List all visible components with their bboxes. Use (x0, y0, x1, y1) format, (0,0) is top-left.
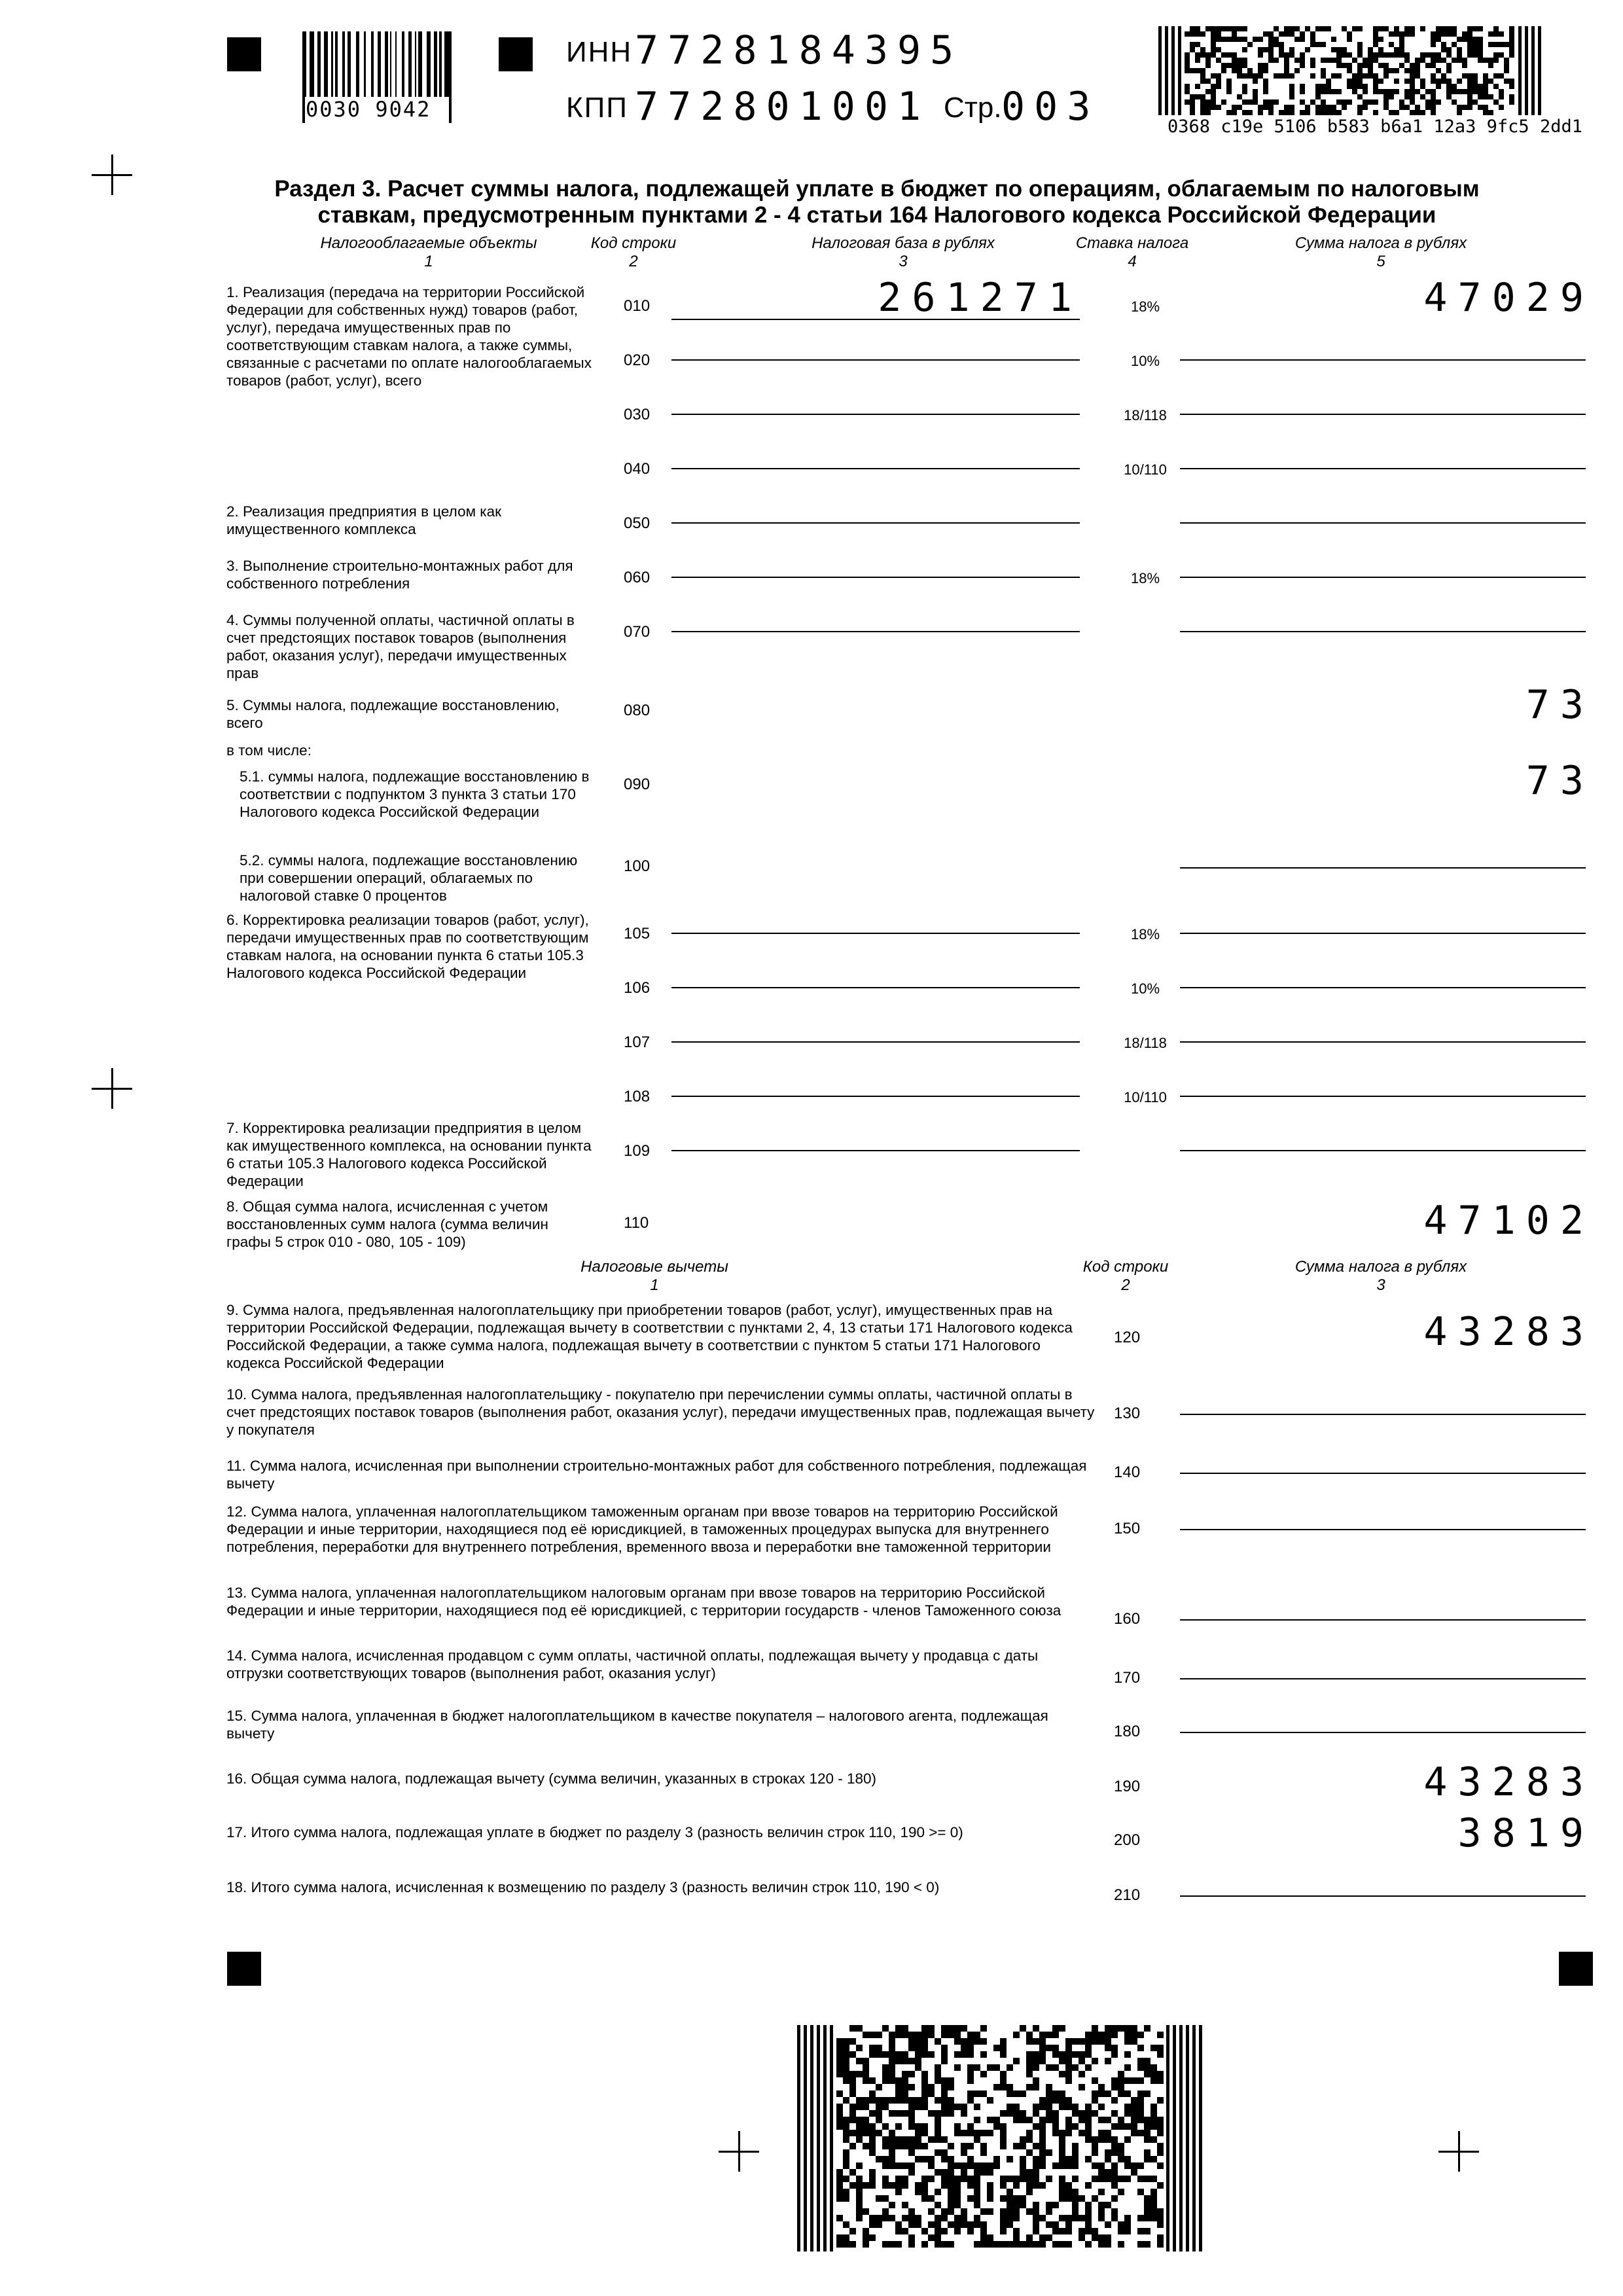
crosshair-mark (92, 154, 132, 195)
col-header-code: Код строки (590, 234, 677, 252)
base-field-060[interactable] (671, 577, 1080, 578)
registration-mark-bottom-left (227, 1952, 261, 1986)
tax-value-120[interactable]: 43283 (1423, 1309, 1594, 1355)
col-header-rate: Ставка налога (1075, 234, 1189, 252)
col-header-base-num: 3 (899, 253, 908, 270)
tax-field-040[interactable] (1180, 468, 1586, 469)
tax-value-080[interactable]: 73 (1525, 682, 1594, 728)
page-label: Стр. (944, 92, 1002, 124)
tax-field-106[interactable] (1180, 987, 1586, 988)
row-code-080: 080 (624, 702, 651, 719)
base-field-050[interactable] (671, 522, 1080, 524)
col-header-code-num: 2 (629, 253, 638, 270)
2d-barcode-top-modules (1158, 26, 1544, 115)
tax-field-108[interactable] (1180, 1096, 1586, 1097)
col-header-rate-num: 4 (1128, 253, 1137, 270)
hash-code: 0368 c19e 5106 b583 b6a1 12a3 9fc5 2dd1 (1168, 117, 1582, 137)
col2-header-code: Код строки (1082, 1258, 1169, 1276)
col2-header-code-num: 2 (1121, 1276, 1130, 1294)
row-code-090: 090 (624, 776, 651, 793)
base-field-105[interactable] (671, 933, 1080, 934)
row-desc-12: 12. Сумма налога, уплаченная налогоплательщиком таможенным органам при ввозе товаров на территорию Российской Федерации и иные территории, находящиеся под её юрисдикцией, в таможенных процедурах выпуска для внутреннего потребления, переработки для внутреннего потребления, временного ввоза и переработки вне таможенной территории (226, 1503, 1058, 1555)
rate-106: 10% (1130, 980, 1160, 997)
inn-label: ИНН (566, 36, 633, 68)
kpp-label: КПП (566, 92, 628, 124)
rate-040: 10/110 (1124, 461, 1167, 478)
row-code-210: 210 (1114, 1886, 1141, 1904)
row-code-040: 040 (624, 460, 651, 478)
col2-header-deductions: Налоговые вычеты (580, 1258, 728, 1276)
base-field-020[interactable] (671, 359, 1080, 361)
rate-107: 18/118 (1124, 1035, 1167, 1051)
row-desc-14: 14. Сумма налога, исчисленная продавцом с сумм оплаты, частичной оплаты, подлежащая вычету у продавца с даты отгрузки соответствующих товаров (выполнения работ, оказания услуг) (226, 1647, 1039, 1681)
row-code-130: 130 (1114, 1405, 1141, 1422)
row-code-200: 200 (1114, 1831, 1141, 1849)
row-code-060: 060 (624, 569, 651, 586)
inn-value: 7728184395 (635, 27, 963, 73)
tax-field-020[interactable] (1180, 359, 1586, 361)
tax-value-110[interactable]: 47102 (1423, 1198, 1594, 1244)
section-title-line-2: ставкам, предусмотренным пунктами 2 - 4 статьи 164 Налогового кодекса Российской Федерации (317, 202, 1436, 228)
rate-108: 10/110 (1124, 1089, 1167, 1105)
tax-field-170[interactable] (1180, 1678, 1586, 1679)
base-field-107[interactable] (671, 1041, 1080, 1043)
page-value: 003 (1001, 84, 1100, 130)
row-desc-4: 4. Суммы полученной оплаты, частичной оплаты в счет предстоящих поставок товаров (выполнения работ, оказания услуг), передачи имущественных прав (226, 612, 575, 681)
row-code-110: 110 (624, 1214, 649, 1232)
row-desc-16: 16. Общая сумма налога, подлежащая вычету (сумма величин, указанных в строках 120 - 180) (226, 1770, 877, 1787)
col-header-objects: Налогооблагаемые объекты (320, 234, 537, 252)
row-code-150: 150 (1114, 1520, 1141, 1537)
registration-mark-top-left (227, 37, 261, 71)
row-desc-8: 8. Общая сумма налога, исчисленная с учетом восстановленных сумм налога (сумма величин графы 5 строк 010 - 080, 105 - 109) (226, 1198, 548, 1250)
2d-barcode-bottom (797, 2025, 1205, 2251)
rate-010: 18% (1130, 298, 1160, 315)
col2-header-tax-num: 3 (1376, 1276, 1385, 1294)
row-desc-6: 6. Корректировка реализации товаров (работ, услуг), передачи имущественных прав по соответствующим ставкам налога, на основании пункта 6 статьи 105.3 Налогового кодекса Российской Федерации (226, 912, 589, 981)
row-code-107: 107 (624, 1033, 651, 1051)
tax-field-210[interactable] (1180, 1895, 1586, 1897)
row-code-108: 108 (624, 1088, 651, 1105)
row-desc-5-sub: в том числе: (226, 742, 312, 759)
row-desc-15: 15. Сумма налога, уплаченная в бюджет налогоплательщиком в качестве покупателя – налогового агента, подлежащая вычету (226, 1708, 1048, 1742)
row-desc-9: 9. Сумма налога, предъявленная налогоплательщику при приобретении товаров (работ, услуг), имущественных прав на территории Российской Федерации, подлежащая вычету в соответствии с пунктами 2, 4, 13 статьи 171 Налогового кодекса Российской Федерации, а также сумма налога, подлежащая вычету в соответствии с пунктом 5 статьи 171 Налогового кодекса Российской Федерации (226, 1302, 1073, 1371)
row-code-120: 120 (1114, 1329, 1141, 1346)
crosshair-mark (92, 1068, 132, 1109)
row-code-160: 160 (1114, 1610, 1141, 1628)
rate-020: 10% (1130, 353, 1160, 369)
tax-value-010[interactable]: 47029 (1423, 275, 1594, 321)
col-header-tax-num: 5 (1376, 253, 1385, 270)
row-code-050: 050 (624, 514, 651, 532)
row-desc-13: 13. Сумма налога, уплаченная налогоплательщиком налоговым органам при ввозе товаров на территорию Российской Федерации и иные территории, находящиеся под её юрисдикцией, с территории государств - членов Таможенного союза (226, 1585, 1061, 1619)
crosshair-mark (1438, 2131, 1479, 2172)
tax-field-060[interactable] (1180, 577, 1586, 578)
crosshair-mark (719, 2131, 759, 2172)
rate-060: 18% (1130, 570, 1160, 586)
rate-030: 18/118 (1124, 407, 1167, 423)
base-field-109[interactable] (671, 1150, 1080, 1151)
col2-header-deductions-num: 1 (650, 1276, 659, 1294)
rate-105: 18% (1130, 926, 1160, 942)
row-code-100: 100 (624, 857, 651, 875)
tax-field-160[interactable] (1180, 1619, 1586, 1621)
registration-mark-bottom-right (1559, 1952, 1593, 1986)
2d-barcode-bottom-modules (797, 2025, 1205, 2251)
row-desc-5: 5. Суммы налога, подлежащие восстановлению, всего (226, 697, 560, 731)
col-header-objects-num: 1 (424, 253, 433, 270)
row-desc-5-2: 5.2. суммы налога, подлежащие восстановлению при совершении операций, облагаемых по налоговой ставке 0 процентов (240, 852, 578, 904)
tax-field-130[interactable] (1180, 1414, 1586, 1415)
registration-mark-top-middle (499, 37, 533, 71)
barcode-number: 0030 9042 (306, 97, 431, 122)
col-header-tax: Сумма налога в рублях (1294, 234, 1467, 252)
row-desc-3: 3. Выполнение строительно-монтажных работ для собственного потребления (226, 558, 573, 592)
row-desc-17: 17. Итого сумма налога, подлежащая уплате в бюджет по разделу 3 (разность величин строк 110, 190 >= 0) (226, 1824, 963, 1840)
row-desc-18: 18. Итого сумма налога, исчисленная к возмещению по разделу 3 (разность величин строк 110, 190 < 0) (226, 1879, 940, 1895)
row-code-105: 105 (624, 925, 651, 942)
tax-field-109[interactable] (1180, 1150, 1586, 1151)
tax-field-030[interactable] (1180, 414, 1586, 415)
section-title-line-1: Раздел 3. Расчет суммы налога, подлежащей уплате в бюджет по операциям, облагаемым по налоговым (274, 176, 1480, 202)
col-header-base: Налоговая база в рублях (812, 234, 995, 252)
row-desc-1: 1. Реализация (передача на территории Российской Федерации для собственных нужд) товаров (работ, услуг), передача имущественных прав по соответствующим ставкам налога, а также суммы, связанные с расчетами по оплате налогооблагаемых товаров (работ, услуг), всего (226, 284, 592, 389)
row-code-170: 170 (1114, 1669, 1141, 1687)
col2-header-tax: Сумма налога в рублях (1294, 1258, 1467, 1276)
row-code-010: 010 (624, 297, 651, 315)
row-desc-5-1: 5.1. суммы налога, подлежащие восстановлению в соответствии с подпунктом 3 пункта 3 статьи 170 Налогового кодекса Российской Федерации (240, 768, 590, 820)
row-code-030: 030 (624, 406, 651, 423)
base-field-108[interactable] (671, 1096, 1080, 1097)
base-field-070[interactable] (671, 631, 1080, 632)
row-code-109: 109 (624, 1142, 651, 1160)
row-code-106: 106 (624, 979, 651, 997)
row-code-070: 070 (624, 623, 651, 641)
tax-value-190[interactable]: 43283 (1423, 1759, 1594, 1805)
tax-field-105[interactable] (1180, 933, 1586, 934)
row-code-140: 140 (1114, 1463, 1141, 1481)
tax-field-070[interactable] (1180, 631, 1586, 632)
base-field-106[interactable] (671, 987, 1080, 988)
tax-field-107[interactable] (1180, 1041, 1586, 1043)
row-code-020: 020 (624, 351, 651, 369)
2d-barcode-top (1158, 26, 1544, 115)
tax-value-090[interactable]: 73 (1525, 758, 1594, 804)
row-desc-11: 11. Сумма налога, исчисленная при выполнении строительно-монтажных работ для собственного потребления, подлежащая вычету (226, 1458, 1087, 1492)
base-field-030[interactable] (671, 414, 1080, 415)
tax-field-150[interactable] (1180, 1529, 1586, 1530)
kpp-value: 772801001 (635, 84, 931, 130)
tax-value-200[interactable]: 3819 (1457, 1810, 1594, 1856)
tax-field-140[interactable] (1180, 1473, 1586, 1474)
row-code-190: 190 (1114, 1778, 1141, 1795)
tax-field-100[interactable] (1180, 867, 1586, 869)
base-field-040[interactable] (671, 468, 1080, 469)
tax-field-050[interactable] (1180, 522, 1586, 524)
row-desc-2: 2. Реализация предприятия в целом как имущественного комплекса (226, 503, 501, 537)
row-desc-7: 7. Корректировка реализации предприятия в целом как имущественного комплекса, на основании пункта 6 статьи 105.3 Налогового кодекса Российской Федерации (226, 1120, 592, 1189)
tax-field-180[interactable] (1180, 1732, 1586, 1733)
row-code-180: 180 (1114, 1723, 1141, 1740)
row-desc-10: 10. Сумма налога, предъявленная налогоплательщику - покупателю при перечислении суммы оплаты, частичной оплаты в счет предстоящих поставок товаров (выполнения работ, оказания услуг), передачи имущественных прав, подлежащая вычету у покупателя (226, 1386, 1095, 1438)
base-value-010[interactable]: 261271 (878, 275, 1082, 321)
